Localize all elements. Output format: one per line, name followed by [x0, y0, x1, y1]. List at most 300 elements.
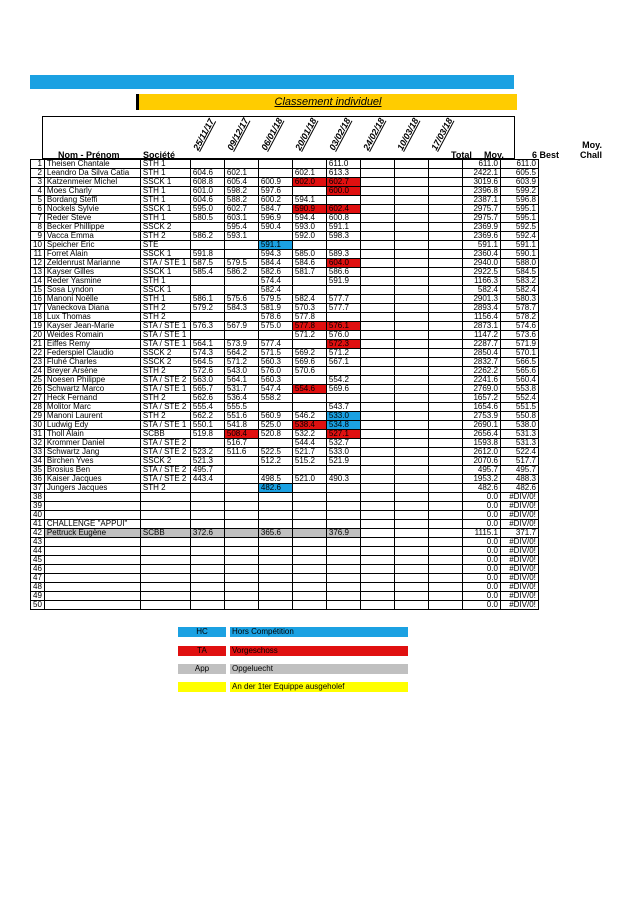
score-cell [428, 259, 462, 268]
club-cell: STH 1 [140, 214, 190, 223]
score-cell [360, 160, 394, 169]
average-cell: 488.3 [500, 475, 538, 484]
rank-cell: 34 [31, 457, 45, 466]
score-cell [428, 403, 462, 412]
club-cell: SCBB [140, 430, 190, 439]
score-cell [428, 574, 462, 583]
score-cell [428, 430, 462, 439]
score-cell [190, 313, 224, 322]
score-cell: 590.9 [292, 205, 326, 214]
club-cell: STH 1 [140, 196, 190, 205]
score-cell: 586.2 [224, 268, 258, 277]
score-cell: 578.6 [258, 313, 292, 322]
score-cell [428, 556, 462, 565]
table-row [31, 394, 539, 403]
club-cell: STH 1 [140, 160, 190, 169]
score-cell: 604.0 [326, 259, 360, 268]
score-cell: 594.4 [292, 214, 326, 223]
score-cell [258, 592, 292, 601]
legend-label: Vorgeschoss [230, 646, 408, 656]
score-cell: 521.3 [190, 457, 224, 466]
score-cell [394, 340, 428, 349]
score-cell [394, 457, 428, 466]
shooter-name: Krommer Daniel [44, 439, 140, 448]
rank-cell: 21 [31, 340, 45, 349]
score-cell: 365.6 [258, 529, 292, 538]
club-cell: SSCK 1 [140, 205, 190, 214]
table-row [31, 205, 539, 214]
score-cell [360, 511, 394, 520]
club-cell [140, 592, 190, 601]
score-cell [360, 313, 394, 322]
score-cell [360, 277, 394, 286]
score-cell: 596.9 [258, 214, 292, 223]
total-cell: 2975.7 [462, 214, 500, 223]
score-cell [428, 178, 462, 187]
score-cell [394, 205, 428, 214]
total-cell: 2940.0 [462, 259, 500, 268]
score-cell [326, 520, 360, 529]
score-cell [360, 448, 394, 457]
score-cell: 531.7 [224, 385, 258, 394]
rank-cell: 9 [31, 232, 45, 241]
score-cell [258, 493, 292, 502]
score-cell [360, 475, 394, 484]
score-cell [326, 394, 360, 403]
score-cell: 508.4 [224, 430, 258, 439]
total-cell: 0.0 [462, 511, 500, 520]
club-cell [140, 520, 190, 529]
club-cell: STA / STE 2 [140, 376, 190, 385]
score-cell [292, 403, 326, 412]
score-cell: 601.0 [190, 187, 224, 196]
score-cell [360, 394, 394, 403]
score-cell [428, 484, 462, 493]
score-cell: 536.4 [224, 394, 258, 403]
club-cell: STA / STE 2 [140, 403, 190, 412]
rank-cell: 23 [31, 358, 45, 367]
rank-cell: 40 [31, 511, 45, 520]
score-cell: 577.8 [292, 313, 326, 322]
score-cell [224, 592, 258, 601]
score-cell [360, 430, 394, 439]
score-cell [224, 475, 258, 484]
score-cell: 595.0 [190, 205, 224, 214]
score-cell: 593.0 [292, 223, 326, 232]
score-cell [394, 493, 428, 502]
score-cell: 584.6 [292, 259, 326, 268]
average-cell: 590.1 [500, 250, 538, 259]
club-cell [140, 574, 190, 583]
club-cell [140, 502, 190, 511]
score-cell [360, 376, 394, 385]
score-cell [428, 340, 462, 349]
club-cell: SCBB [140, 529, 190, 538]
score-cell: 584.3 [224, 304, 258, 313]
score-cell [360, 187, 394, 196]
club-cell: STH 1 [140, 295, 190, 304]
shooter-name: Nockels Sylvie [44, 205, 140, 214]
table-row [31, 196, 539, 205]
shooter-name: Eiffes Remy [44, 340, 140, 349]
shooter-name [44, 565, 140, 574]
average-cell: 570.1 [500, 349, 538, 358]
score-cell [224, 277, 258, 286]
table-row [31, 295, 539, 304]
score-cell [394, 439, 428, 448]
club-cell [140, 538, 190, 547]
total-cell: 2690.1 [462, 421, 500, 430]
score-cell [428, 475, 462, 484]
average-cell: 578.7 [500, 304, 538, 313]
average-cell: 571.9 [500, 340, 538, 349]
total-cell: 1657.2 [462, 394, 500, 403]
table-row [31, 241, 539, 250]
score-cell: 573.9 [224, 340, 258, 349]
score-cell [360, 493, 394, 502]
score-cell [360, 403, 394, 412]
table-row [31, 412, 539, 421]
score-cell [190, 547, 224, 556]
average-cell: 592.4 [500, 232, 538, 241]
shooter-name: Becker Phillippe [44, 223, 140, 232]
score-cell [360, 601, 394, 610]
score-cell [394, 250, 428, 259]
score-cell [428, 214, 462, 223]
table-row [31, 592, 539, 601]
score-cell [394, 376, 428, 385]
average-cell: 553.8 [500, 385, 538, 394]
score-cell [326, 574, 360, 583]
score-cell [394, 160, 428, 169]
average-cell: 599.2 [500, 187, 538, 196]
shooter-name: Pettruck Eugène [44, 529, 140, 538]
score-cell [394, 187, 428, 196]
score-cell: 571.5 [258, 349, 292, 358]
score-cell [292, 547, 326, 556]
date-header: 06/01/18 [259, 116, 285, 152]
score-cell: 576.3 [190, 322, 224, 331]
header-name: Nom - Prénom [58, 150, 120, 160]
total-cell: 2893.4 [462, 304, 500, 313]
total-cell: 0.0 [462, 520, 500, 529]
table-row [31, 250, 539, 259]
score-cell [190, 502, 224, 511]
average-cell: 565.6 [500, 367, 538, 376]
score-cell [224, 241, 258, 250]
score-cell: 525.0 [258, 421, 292, 430]
score-cell [360, 484, 394, 493]
rank-cell: 46 [31, 565, 45, 574]
score-cell: 532.7 [326, 439, 360, 448]
shooter-name [44, 538, 140, 547]
shooter-name [44, 592, 140, 601]
average-cell: #DIV/0! [500, 565, 538, 574]
average-cell: #DIV/0! [500, 583, 538, 592]
score-cell [360, 502, 394, 511]
table-row [31, 601, 539, 610]
table-row [31, 556, 539, 565]
total-cell: 611.0 [462, 160, 500, 169]
score-cell [224, 583, 258, 592]
club-cell: SSCK 2 [140, 223, 190, 232]
table-row [31, 169, 539, 178]
shooter-name: Tholl Alain [44, 430, 140, 439]
total-cell: 2287.7 [462, 340, 500, 349]
score-cell [224, 529, 258, 538]
shooter-name: Birchen Yves [44, 457, 140, 466]
table-row [31, 547, 539, 556]
score-cell [428, 268, 462, 277]
average-cell: 603.9 [500, 178, 538, 187]
score-cell: 576.0 [258, 367, 292, 376]
score-cell [258, 574, 292, 583]
score-cell: 570.6 [292, 367, 326, 376]
table-row [31, 583, 539, 592]
score-cell [428, 421, 462, 430]
total-cell: 0.0 [462, 583, 500, 592]
score-cell [394, 547, 428, 556]
score-cell: 558.2 [258, 394, 292, 403]
club-cell [140, 493, 190, 502]
table-row [31, 214, 539, 223]
score-cell: 564.5 [190, 358, 224, 367]
page-title: Classement individuel [274, 96, 382, 108]
score-cell [360, 385, 394, 394]
rank-cell: 38 [31, 493, 45, 502]
average-cell: 595.1 [500, 214, 538, 223]
score-cell [190, 493, 224, 502]
score-cell [292, 583, 326, 592]
total-cell: 1156.4 [462, 313, 500, 322]
score-cell [394, 268, 428, 277]
score-cell [190, 574, 224, 583]
score-cell [258, 331, 292, 340]
header-total: Total [451, 150, 472, 160]
shooter-name: Vacca Emma [44, 232, 140, 241]
club-cell [140, 547, 190, 556]
score-cell [394, 475, 428, 484]
score-cell [428, 493, 462, 502]
score-cell [394, 583, 428, 592]
score-cell [428, 349, 462, 358]
table-row [31, 286, 539, 295]
score-cell [394, 367, 428, 376]
score-cell [326, 556, 360, 565]
score-cell [428, 250, 462, 259]
score-cell: 613.3 [326, 169, 360, 178]
score-cell [360, 529, 394, 538]
score-cell [224, 547, 258, 556]
average-cell: 583.2 [500, 277, 538, 286]
table-row [31, 520, 539, 529]
score-cell [394, 448, 428, 457]
score-cell: 592.0 [292, 232, 326, 241]
score-cell [292, 484, 326, 493]
club-cell: STA / STE 2 [140, 475, 190, 484]
score-cell [394, 358, 428, 367]
score-cell [428, 322, 462, 331]
score-cell: 543.7 [326, 403, 360, 412]
score-cell: 516.7 [224, 439, 258, 448]
score-cell [428, 538, 462, 547]
score-cell [428, 223, 462, 232]
rank-cell: 42 [31, 529, 45, 538]
total-cell: 2396.8 [462, 187, 500, 196]
average-cell: #DIV/0! [500, 502, 538, 511]
rank-cell: 50 [31, 601, 45, 610]
table-row [31, 448, 539, 457]
average-cell: 531.3 [500, 439, 538, 448]
score-cell [428, 196, 462, 205]
shooter-name: Sosa Lyndon [44, 286, 140, 295]
table-row [31, 304, 539, 313]
average-cell: 584.5 [500, 268, 538, 277]
rank-cell: 45 [31, 556, 45, 565]
score-cell: 571.2 [292, 331, 326, 340]
club-cell: STH 2 [140, 304, 190, 313]
score-cell: 570.3 [292, 304, 326, 313]
score-cell [360, 583, 394, 592]
score-cell [360, 412, 394, 421]
score-cell [360, 466, 394, 475]
date-header: 17/03/18 [429, 116, 455, 152]
score-cell [258, 511, 292, 520]
rank-cell: 32 [31, 439, 45, 448]
score-cell [292, 394, 326, 403]
rank-cell: 24 [31, 367, 45, 376]
rank-cell: 3 [31, 178, 45, 187]
score-cell [292, 277, 326, 286]
legend-code-app: App [178, 664, 226, 674]
rank-cell: 44 [31, 547, 45, 556]
score-cell [292, 466, 326, 475]
total-cell: 2262.2 [462, 367, 500, 376]
score-cell [360, 223, 394, 232]
score-cell [326, 367, 360, 376]
score-cell [224, 601, 258, 610]
score-cell [292, 493, 326, 502]
score-cell [292, 241, 326, 250]
average-cell: #DIV/0! [500, 520, 538, 529]
shooter-name: Jungers Jacques [44, 484, 140, 493]
score-cell [190, 241, 224, 250]
score-cell [428, 286, 462, 295]
score-cell [428, 502, 462, 511]
average-cell: 495.7 [500, 466, 538, 475]
club-cell: STH 1 [140, 187, 190, 196]
table-row [31, 385, 539, 394]
title-banner [136, 94, 517, 110]
score-cell [394, 529, 428, 538]
club-cell: STA / STE 2 [140, 439, 190, 448]
shooter-name: Zeldenrust Marianne [44, 259, 140, 268]
score-cell [326, 601, 360, 610]
shooter-name: Federspiel Claudio [44, 349, 140, 358]
score-cell [360, 457, 394, 466]
shooter-name: Molitor Marc [44, 403, 140, 412]
club-cell: SSCK 1 [140, 286, 190, 295]
score-cell [394, 502, 428, 511]
score-cell [190, 583, 224, 592]
table-row [31, 223, 539, 232]
total-cell: 3019.6 [462, 178, 500, 187]
score-cell [428, 520, 462, 529]
total-cell: 0.0 [462, 565, 500, 574]
score-cell [394, 196, 428, 205]
club-cell: STH 1 [140, 169, 190, 178]
score-cell: 597.6 [258, 187, 292, 196]
average-cell: 517.7 [500, 457, 538, 466]
score-cell: 534.8 [326, 421, 360, 430]
total-cell: 591.1 [462, 241, 500, 250]
score-cell: 575.6 [224, 295, 258, 304]
average-cell: 566.5 [500, 358, 538, 367]
score-cell: 575.0 [258, 322, 292, 331]
table-row [31, 331, 539, 340]
score-cell [428, 412, 462, 421]
score-cell [394, 322, 428, 331]
score-cell [292, 592, 326, 601]
score-cell [360, 565, 394, 574]
score-cell [394, 466, 428, 475]
club-cell: STA / STE 1 [140, 385, 190, 394]
legend-code-hc: HC [178, 627, 226, 637]
score-cell: 520.8 [258, 430, 292, 439]
score-cell: 591.8 [190, 250, 224, 259]
total-cell: 2387.1 [462, 196, 500, 205]
legend-code-ta: TA [178, 646, 226, 656]
score-cell [190, 484, 224, 493]
score-cell [224, 520, 258, 529]
score-cell [428, 583, 462, 592]
rank-cell: 12 [31, 259, 45, 268]
table-row [31, 457, 539, 466]
score-cell: 554.2 [326, 376, 360, 385]
table-row [31, 511, 539, 520]
score-cell [326, 241, 360, 250]
average-cell: 580.3 [500, 295, 538, 304]
score-cell [258, 538, 292, 547]
total-cell: 2769.0 [462, 385, 500, 394]
score-cell [326, 592, 360, 601]
score-cell: 564.2 [224, 349, 258, 358]
average-cell: 595.1 [500, 205, 538, 214]
score-cell [360, 538, 394, 547]
score-cell [258, 466, 292, 475]
rank-cell: 27 [31, 394, 45, 403]
score-cell [360, 250, 394, 259]
score-cell: 584.7 [258, 205, 292, 214]
score-cell: 560.3 [258, 358, 292, 367]
score-cell: 593.1 [224, 232, 258, 241]
shooter-name [44, 511, 140, 520]
total-cell: 0.0 [462, 493, 500, 502]
shooter-name: Fluhé Charles [44, 358, 140, 367]
total-cell: 2241.6 [462, 376, 500, 385]
average-cell: 573.6 [500, 331, 538, 340]
score-cell [190, 601, 224, 610]
total-cell: 2873.1 [462, 322, 500, 331]
average-cell: 592.5 [500, 223, 538, 232]
rank-cell: 30 [31, 421, 45, 430]
score-cell: 550.1 [190, 421, 224, 430]
average-cell: #DIV/0! [500, 547, 538, 556]
score-cell [428, 232, 462, 241]
score-cell [394, 484, 428, 493]
score-cell [428, 448, 462, 457]
score-cell [224, 484, 258, 493]
